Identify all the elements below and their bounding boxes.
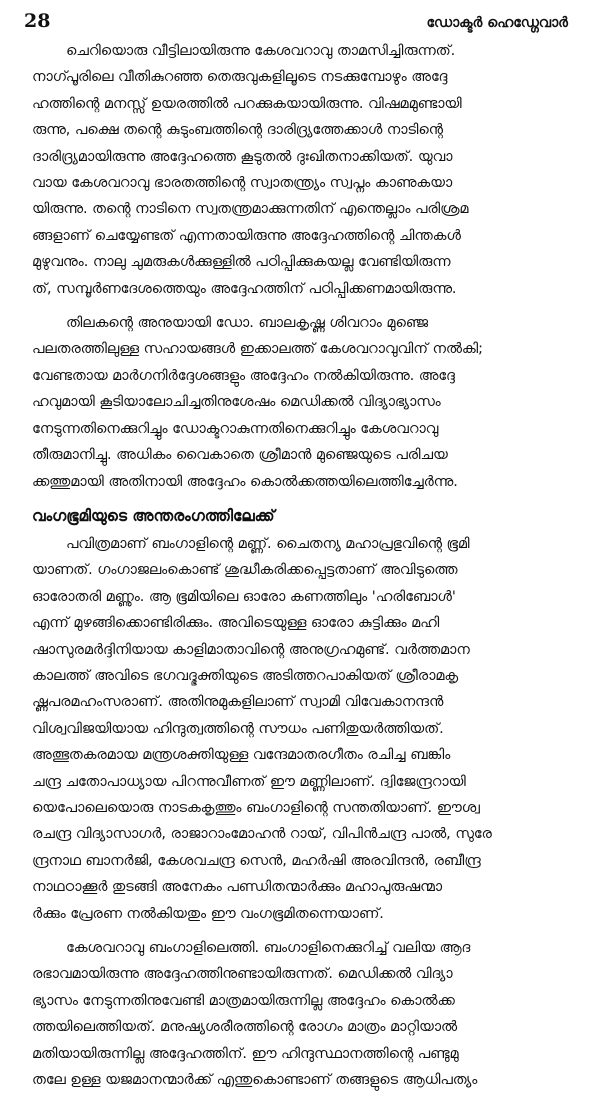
text-line: കാലത്ത് അവിടെ ഭഗവദ്ഭക്തിയുടെ അടിത്തറപാകിയത് ശ്രീരാമകൃ [32, 667, 459, 684]
page-header [24, 10, 568, 38]
text-line: ഹവുമായി കൂടിയാലോചിച്ചതിനുശേഷം മെഡിക്കൽ വിദ്യാഭ്യാസം [32, 394, 441, 411]
text-line: തലേ ഉള്ള യജമാനന്മാർക്ക് എന്തുകൊണ്ടാണ് തങ്ങളുടെ ആധിപത്യം [32, 1072, 478, 1089]
text-line: ഓരോതരി മണ്ണും. ആ ഭൂമിയിലെ ഓരോ കണത്തിലും 'ഹരിബോൾ' [32, 588, 456, 605]
page-number: 28 [24, 10, 51, 32]
text-line: ഹത്തിന്റെ മനസ്സ് ഉയരത്തിൽ പറക്കുകയായിരുന്നു. വിഷമമുണ്ടായി [32, 95, 462, 112]
text-line: എന്ന് മുഴങ്ങിക്കൊണ്ടിരിക്കും. അവിടെയുള്ള ഓരോ കുട്ടിക്കും മഹി [32, 615, 440, 632]
paragraph [32, 310, 568, 495]
text-line: പവിത്രമാണ് ബംഗാളിന്റെ മണ്ണ്. ചൈതന്യ മഹാപ്രഭുവിന്റെ ഭൂമി [66, 535, 470, 552]
text-line: ചെറിയൊരു വീട്ടിലായിരുന്നു കേശവറാവു താമസിച്ചിരുന്നത്. [66, 43, 456, 59]
text-line: ക്കത്തുമായി അതിനായി അദ്ദേഹം കൊൽക്കത്തയിലെത്തിച്ചേർന്നു. [32, 473, 458, 490]
text-line: മുഴുവനും. നാലു ചുമരുകൾക്കുള്ളിൽ പഠിപ്പിക്കുകയല്ല വേണ്ടിയിരുന്ന [32, 254, 451, 271]
section-paragraphs [32, 531, 568, 1093]
text-line: ത്തയിലെത്തിയത്. മനുഷ്യശരീരത്തിന്റെ രോഗം മാത്രം മാറ്റിയാൽ [32, 1019, 458, 1036]
text-line: ചന്ദ്ര ചതോപാധ്യായ പിറന്നുവീണത് ഈ മണ്ണിലാണ്. ദ്വിജേന്ദ്രറായി [32, 773, 466, 790]
text-line: ഷ്ണപരമഹംസരാണ്. അതിനുമുകളിലാണ് സ്വാമി വിവേകാനന്ദൻ [32, 694, 444, 711]
text-line: യിരുന്നു. തന്റെ നാടിനെ സ്വതന്ത്രമാക്കുന്നതിന് എന്തെല്ലാം പരിശ്രമ [32, 201, 469, 218]
text-line: ഭ്യാസം നേടുന്നതിനുവേണ്ടി മാത്രമായിരുന്നില്ല അദ്ദേഹം കൊൽക്ക [32, 992, 455, 1009]
text-line: നേടുന്നതിനെക്കുറിച്ചും ഡോക്ടറാകുന്നതിനെക്കുറിച്ചും കേശവറാവു [32, 420, 439, 437]
text-line: ഷാസുരമർദ്ദിനിയായ കാളിമാതാവിന്റെ അനുഗ്രഹമുണ്ട്. വർത്തമാന [32, 641, 470, 658]
text-line: യാണത്. ഗംഗാജലംകൊണ്ട് ശുദ്ധീകരിക്കപ്പെട്ടതാണ് അവിടുത്തെ [32, 562, 458, 579]
running-title: ഡോക്ടർ ഹെഡ്ഗേവാർ [426, 15, 568, 31]
text-line: തീരുമാനിച്ചു. അധികം വൈകാതെ ശ്രീമാൻ മുഞ്ജെയുടെ പരിചയ [32, 447, 448, 464]
text-line: തിലകന്റെ അനുയായി ഡോ. ബാലകൃഷ്ണ ശിവറാം മുഞ്ജെ [66, 315, 428, 332]
paragraph [32, 531, 568, 927]
text-line: ത്, സമ്പൂർണദേശത്തെയും അദ്ദേഹത്തിന് പഠിപ്പിക്കണമായിരുന്നു. [32, 280, 457, 297]
text-line: നാഗ്പൂരിലെ വീതികുറഞ്ഞ തെരുവുകളിലൂടെ നടക്കുമ്പോഴും അദ്ദേ [32, 69, 448, 86]
text-line: ന്ദ്രനാഥ ബാനർജി, കേശവചന്ദ്ര സെൻ, മഹർഷി അരവിന്ദൻ, രബീന്ദ്ര [32, 852, 481, 869]
text-line: രചന്ദ്ര വിദ്യാസാഗർ, രാജാറാംമോഹൻ റായ്, വിപിൻചന്ദ്ര പാൽ, സുരേ [32, 826, 492, 843]
paragraph [32, 38, 568, 302]
text-line: കേശവറാവു ബംഗാളിലെത്തി. ബംഗാളിനെക്കുറിച്ച് വലിയ ആദ [66, 940, 471, 956]
text-line: ദാരിദ്ര്യമായിരുന്നു അദ്ദേഹത്തെ കൂടുതൽ ദുഃഖിതനാക്കിയത്. യുവാ [32, 148, 453, 165]
text-line: ർക്കും പ്രേരണ നൽകിയതും ഈ വംഗഭൂമിതന്നെയാണ്. [32, 905, 384, 922]
text-line: നാഥഠാക്കൂർ തുടങ്ങി അനേകം പണ്ഡിതന്മാർക്കും മഹാപുരുഷന്മാ [32, 879, 442, 896]
text-line: വിശ്വവിജയിയായ ഹിന്ദുത്വത്തിന്റെ സൗധം പണിതുയർത്തിയത്. [32, 720, 444, 737]
intro-paragraphs [32, 38, 568, 495]
paragraph [32, 935, 568, 1093]
text-line: രഭാവമായിരുന്നു അദ്ദേഹത്തിനുണ്ടായിരുന്നത്. മെഡിക്കൽ വിദ്യാ [32, 966, 453, 983]
text-line: രുന്നു, പക്ഷെ തന്റെ കുടുംബത്തിന്റെ ദാരിദ്ര്യത്തേക്കാൾ നാടിന്റെ [32, 122, 443, 139]
text-line: മതിയായിരുന്നില്ല അദ്ദേഹത്തിന്. ഈ ഹിന്ദുസ്ഥാനത്തിന്റെ പണ്ടുമു [32, 1045, 459, 1062]
text-line: വേണ്ടതായ മാർഗനിർദ്ദേശങ്ങളും അദ്ദേഹം നൽകിയിരുന്നു. അദ്ദേ [32, 367, 455, 384]
section-heading: വംഗഭൂമിയുടെ അന്തരംഗത്തിലേക്ക് [32, 506, 275, 525]
text-line: യെപോലെയൊരു നാടകകൃത്തും ബംഗാളിന്റെ സന്തതിയാണ്. ഈശ്വ [32, 799, 480, 816]
text-line: ങ്ങളാണ് ചെയ്യേണ്ടത് എന്നതായിരുന്നു അദ്ദേഹത്തിന്റെ ചിന്തകൾ [32, 227, 461, 244]
text-line: പലതരത്തിലുള്ള സഹായങ്ങൾ ഇക്കാലത്ത് കേശവറാവുവിന് നൽകി; [32, 341, 483, 358]
text-line: വായ കേശവറാവു ഭാരതത്തിന്റെ സ്വാതന്ത്ര്യം സ്വപ്നം കാണുകയാ [32, 175, 453, 192]
text-line: അത്ഭുതകരമായ മന്ത്രശക്തിയുള്ള വന്ദേമാതരഗീതം രചിച്ച ബങ്കിം [32, 747, 451, 764]
